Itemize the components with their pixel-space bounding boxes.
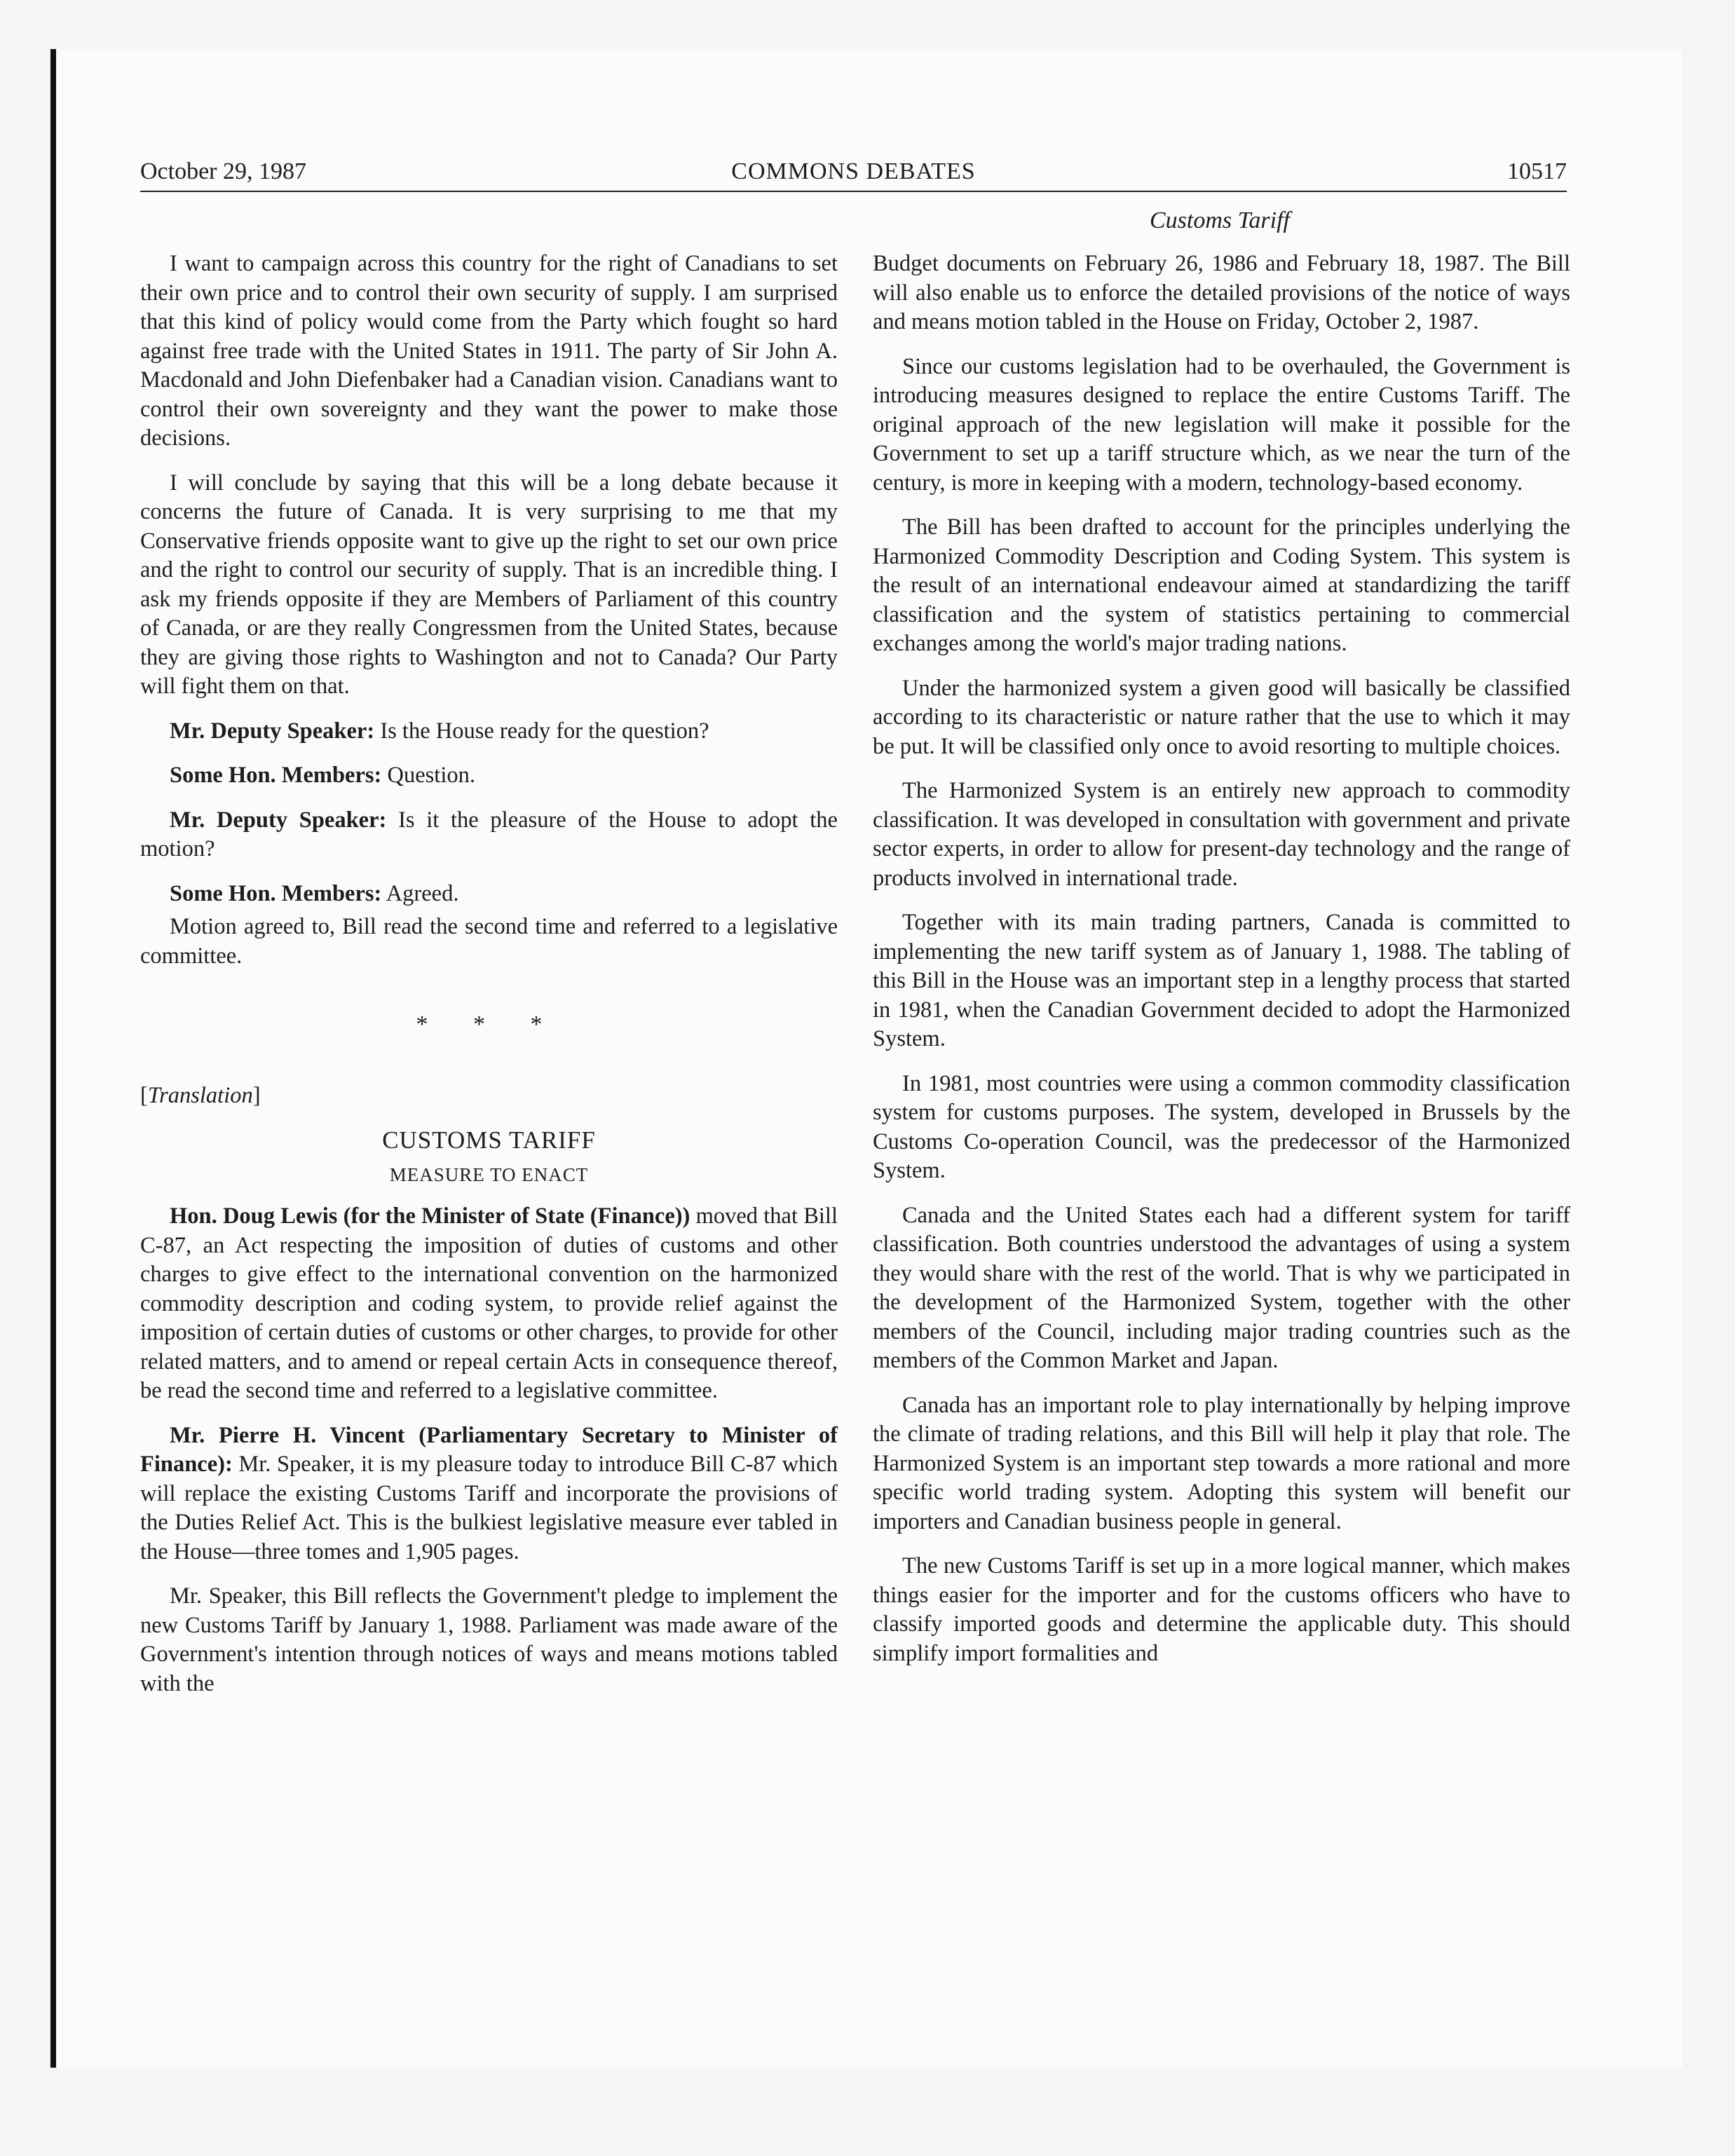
scan-edge	[50, 49, 56, 2068]
speech-text: Question.	[381, 763, 475, 788]
speech	[140, 1421, 838, 1567]
paragraph: I will conclude by saying that this will be a long debate because it concerns the future of Canada. It is very surprising to me that my Conservative friends opposite want to give up the right to set our own price and the right to control our security of supply. That is an incredible thing. I ask my friends opposite if they are Members of Parliament of this country of Canada, or are they really Congressmen from the United States, because they are giving those rights to Washington and not to Canada? Our Party will fight them on that.	[140, 470, 838, 699]
right-column	[873, 250, 1570, 1684]
paragraph: In 1981, most countries were using a common commodity classification system for customs purposes. The system, developed in Brussels by the Customs Co-operation Council, was the predecessor of the Harmonized System.	[873, 1070, 1570, 1183]
translation-label: Translation	[147, 1082, 253, 1108]
paragraph: The new Customs Tariff is set up in a more logical manner, which makes things easier for the importer and for the customs officers who have to classify imported goods and determine the applicable duty. This should simplify import formalities and	[873, 1553, 1570, 1666]
speech-text: moved that Bill C-87, an Act respecting the imposition of duties of customs and other charges to give effect to the international convention on the harmonized commodity description and coding system, to provide relief against the imposition of certain duties of customs or other charges, to provide for other related matters, and to amend or repeal certain Acts in consequence thereof, be read the second time and referred to a legislative committee.	[140, 1203, 838, 1403]
speaker-name: Mr. Deputy Speaker:	[170, 807, 387, 833]
paragraph: I want to campaign across this country for the right of Canadians to set their own price and to control their own security of supply. I am surprised that this kind of policy would come from the Party which fought so hard against free trade with the United States in 1911. The party of Sir John A. Macdonald and John Diefenbaker had a Canadian vision. Canadians want to control their own sovereignty and they want the power to make those decisions.	[140, 251, 838, 451]
header-title: COMMONS DEBATES	[731, 158, 976, 184]
translation-note: [Translation]	[140, 1082, 261, 1108]
section-subtitle: MEASURE TO ENACT	[389, 1164, 589, 1185]
section-title: CUSTOMS TARIFF	[382, 1126, 596, 1154]
running-head: Customs Tariff	[1150, 207, 1290, 233]
speech	[140, 806, 838, 864]
paragraph: Mr. Speaker, this Bill reflects the Government't pledge to implement the new Customs Tariff by January 1, 1988. Parliament was made aware of the Government's intention through notices of ways and means motions tabled with the	[140, 1583, 838, 1696]
section-separator: * * *	[416, 1011, 562, 1037]
speech-text: Agreed.	[381, 880, 459, 906]
paragraph: The Harmonized System is an entirely new approach to commodity classification. It was developed in consultation with government and private sector experts, in order to allow for present-day technology and the range of products involved in international trade.	[873, 778, 1570, 891]
paragraph: Together with its main trading partners, Canada is committed to implementing the new tariff system as of January 1, 1988. The tabling of this Bill in the House was an important step in a lengthy process that started in 1981, when the Canadian Government decided to adopt the Harmonized System.	[873, 910, 1570, 1051]
page-header	[140, 154, 1567, 192]
paragraph: The Bill has been drafted to account for the principles underlying the Harmonized Commodity Description and Coding System. This system is the result of an international endeavour aimed at standardizing the tariff classification and the system of statistics pertaining to commercial exchanges among the world's major trading nations.	[873, 514, 1570, 656]
speaker-name: Mr. Pierre H. Vincent (Parliamentary Secretary to Minister of Finance):	[140, 1422, 838, 1477]
speaker-name: Some Hon. Members:	[170, 763, 382, 788]
speech	[140, 761, 838, 791]
paragraph: Canada has an important role to play internationally by helping improve the climate of trading relations, and this Bill will help it play that role. The Harmonized System is an important step towards a more rational and more specific world trading system. Adopting this system will benefit our importers and Canadian business people in general.	[873, 1392, 1570, 1534]
page-number: 10517	[1507, 158, 1567, 184]
speech	[140, 717, 838, 746]
speech-text: Is it the pleasure of the House to adopt the motion?	[140, 807, 838, 861]
speech-text: Is the House ready for the question?	[374, 718, 709, 744]
paragraph: Canada and the United States each had a different system for tariff classification. Both countries understood the advantages of using a system they would share with the rest of the world. That is why we participated in the development of the Harmonized System, together with the other members of the Council, including major trading countries such as the members of the Common Market and Japan.	[873, 1202, 1570, 1373]
speaker-name: Hon. Doug Lewis (for the Minister of State (Finance))	[170, 1203, 690, 1229]
speech	[140, 880, 838, 909]
speaker-name: Some Hon. Members:	[170, 880, 382, 906]
speaker-name: Mr. Deputy Speaker:	[170, 718, 375, 744]
header-date: October 29, 1987	[140, 158, 307, 184]
speech-text: Mr. Speaker, it is my pleasure today to introduce Bill C-87 which will replace the existing Customs Tariff and incorporate the provisions of the Duties Relief Act. This is the bulkiest legislative measure ever tabled in the House—three tomes and 1,905 pages.	[140, 1452, 838, 1564]
speech	[140, 1202, 838, 1406]
motion-result: Motion agreed to, Bill read the second time and referred to a legislative committee.	[140, 914, 838, 969]
paragraph: Under the harmonized system a given good will basically be classified according to its characteristic or nature rather that the use to which it may be put. It will be classified only once to avoid resorting to multiple choices.	[873, 675, 1570, 759]
paragraph: Since our customs legislation had to be overhauled, the Government is introducing measures designed to replace the entire Customs Tariff. The original approach of the new legislation will make it possible for the Government to set up a tariff structure which, as we near the turn of the century, is more in keeping with a modern, technology-based economy.	[873, 353, 1570, 496]
left-column	[140, 250, 838, 1714]
paragraph: Budget documents on February 26, 1986 and February 18, 1987. The Bill will also enable us to enforce the detailed provisions of the notice of ways and means motion tabled in the House on Friday, October 2, 1987.	[873, 251, 1570, 334]
